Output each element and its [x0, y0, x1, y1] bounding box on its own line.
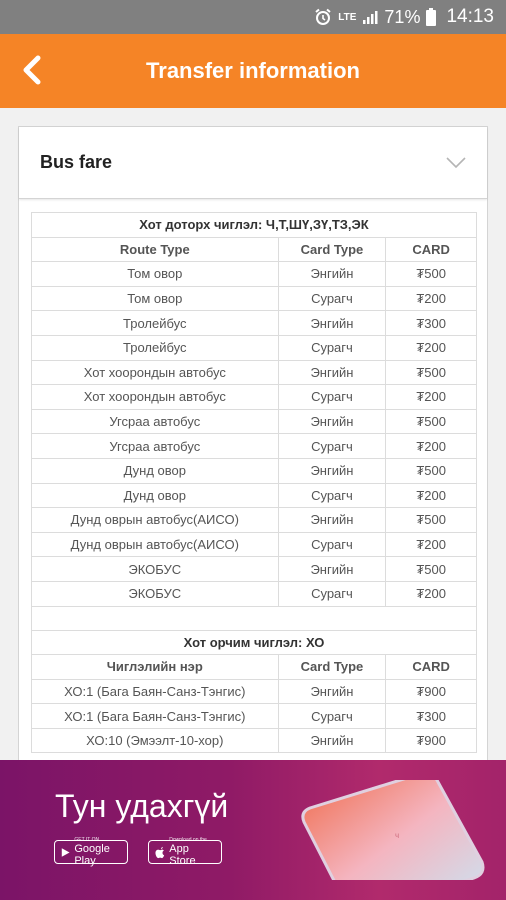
ad-banner[interactable]: [0, 760, 506, 900]
clock: 14:13: [446, 6, 494, 27]
table-row: [32, 335, 477, 360]
section-header-suburban: [32, 630, 477, 655]
price-cell: ₮900: [386, 728, 477, 753]
route-cell: Том овор: [32, 262, 279, 287]
card-type-cell: Энгийн: [278, 409, 386, 434]
price-cell: ₮200: [386, 434, 477, 459]
card-type-cell: Энгийн: [278, 557, 386, 582]
table-row: [32, 581, 477, 606]
route-cell: Дунд овор: [32, 458, 279, 483]
price-cell: ₮200: [386, 286, 477, 311]
card-type-cell: Энгийн: [278, 679, 386, 704]
table-row: [32, 311, 477, 336]
price-cell: ₮200: [386, 335, 477, 360]
banner-headline: Тун удахгүй: [55, 788, 229, 824]
table-row: [32, 532, 477, 557]
table-row: [32, 728, 477, 753]
route-cell: ХО:10 (Эмээлт-10-хор): [32, 728, 279, 753]
price-cell: ₮500: [386, 409, 477, 434]
price-cell: ₮500: [386, 262, 477, 287]
google-play-badge[interactable]: [54, 837, 128, 867]
price-cell: ₮200: [386, 532, 477, 557]
price-cell: ₮200: [386, 385, 477, 410]
price-cell: ₮500: [386, 360, 477, 385]
fare-table: [31, 212, 477, 753]
route-cell: Дунд оврын автобус(АИСО): [32, 508, 279, 533]
route-cell: Хот хоорондын автобус: [32, 385, 279, 410]
battery-icon: [426, 8, 436, 26]
table-header-row: [32, 237, 477, 262]
card-type-cell: Сурагч: [278, 434, 386, 459]
section-header-city: [32, 213, 477, 238]
price-cell: ₮900: [386, 679, 477, 704]
card-type-cell: Энгийн: [278, 360, 386, 385]
phone-illustration: [300, 780, 500, 880]
page-title: Transfer information: [146, 58, 360, 83]
table-row: [32, 458, 477, 483]
table-row: [32, 360, 477, 385]
price-cell: ₮500: [386, 508, 477, 533]
card-type-cell: Сурагч: [278, 581, 386, 606]
google-play-icon: [61, 846, 70, 859]
table-row: [32, 409, 477, 434]
table-row: [32, 704, 477, 729]
card-type-cell: Энгийн: [278, 458, 386, 483]
card-type-cell: Сурагч: [278, 483, 386, 508]
spacer-cell: [32, 606, 477, 630]
route-cell: Угсраа автобус: [32, 434, 279, 459]
card-type-cell: Card Type: [278, 655, 386, 680]
price-cell: ₮300: [386, 311, 477, 336]
alarm-icon: [314, 8, 332, 26]
google-play-small-text: GET IT ON: [74, 837, 100, 843]
section-spacer: [32, 606, 477, 630]
price-cell: ₮200: [386, 483, 477, 508]
card-type-cell: Сурагч: [278, 335, 386, 360]
route-cell: ХО:1 (Бага Баян-Санз-Тэнгис): [32, 704, 279, 729]
price-cell: ₮500: [386, 557, 477, 582]
card-type-cell: Card Type: [278, 237, 386, 262]
table-row: [32, 557, 477, 582]
route-cell: Route Type: [32, 237, 279, 262]
battery-percent: 71%: [384, 6, 421, 27]
route-cell: Тролейбус: [32, 335, 279, 360]
network-type: LTE: [338, 11, 357, 23]
back-arrow-icon: [19, 55, 45, 85]
route-cell: Том овор: [32, 286, 279, 311]
signal-icon: [362, 9, 378, 25]
app-store-badge[interactable]: [148, 837, 222, 867]
phone-logo-mark: ч: [395, 831, 400, 840]
route-cell: Тролейбус: [32, 311, 279, 336]
app-store-small-text: Download on the: [169, 837, 207, 843]
table-row: [32, 483, 477, 508]
back-button[interactable]: [12, 50, 52, 90]
route-cell: Дунд оврын автобус(АИСО): [32, 532, 279, 557]
route-cell: ХО:1 (Бага Баян-Санз-Тэнгис): [32, 679, 279, 704]
table-row: [32, 262, 477, 287]
accordion-title: Bus fare: [40, 152, 113, 172]
card-type-cell: Энгийн: [278, 508, 386, 533]
app-bar: [0, 34, 506, 108]
apple-icon: [155, 846, 165, 859]
route-cell: Угсраа автобус: [32, 409, 279, 434]
table-row: [32, 508, 477, 533]
route-cell: Хот хоорондын автобус: [32, 360, 279, 385]
table-row: [32, 434, 477, 459]
table-header-row: [32, 655, 477, 680]
app-store-big-text: App Store: [169, 843, 196, 867]
price-cell: ₮300: [386, 704, 477, 729]
card-type-cell: Энгийн: [278, 311, 386, 336]
table-row: [32, 679, 477, 704]
content-area[interactable]: [0, 108, 506, 760]
card-type-cell: Сурагч: [278, 532, 386, 557]
price-cell: ₮200: [386, 581, 477, 606]
price-cell: CARD: [386, 655, 477, 680]
section-title: Хот орчим чиглэл: ХО: [32, 630, 477, 655]
card-type-cell: Сурагч: [278, 286, 386, 311]
price-cell: CARD: [386, 237, 477, 262]
card-type-cell: Энгийн: [278, 728, 386, 753]
table-row: [32, 286, 477, 311]
chevron-down-icon: [445, 156, 467, 170]
route-cell: Чиглэлийн нэр: [32, 655, 279, 680]
route-cell: Дунд овор: [32, 483, 279, 508]
route-cell: ЭКОБУС: [32, 581, 279, 606]
bus-fare-card: [18, 126, 488, 760]
bus-fare-accordion-header[interactable]: [19, 127, 487, 199]
price-cell: ₮500: [386, 458, 477, 483]
section-title: Хот доторх чиглэл: Ч,Т,ШҮ,ЗҮ,ТЗ,ЭК: [32, 213, 477, 238]
card-type-cell: Сурагч: [278, 704, 386, 729]
route-cell: ЭКОБУС: [32, 557, 279, 582]
table-row: [32, 385, 477, 410]
google-play-big-text: Google Play: [74, 843, 110, 867]
card-type-cell: Энгийн: [278, 262, 386, 287]
card-type-cell: Сурагч: [278, 385, 386, 410]
status-bar: [0, 0, 506, 34]
